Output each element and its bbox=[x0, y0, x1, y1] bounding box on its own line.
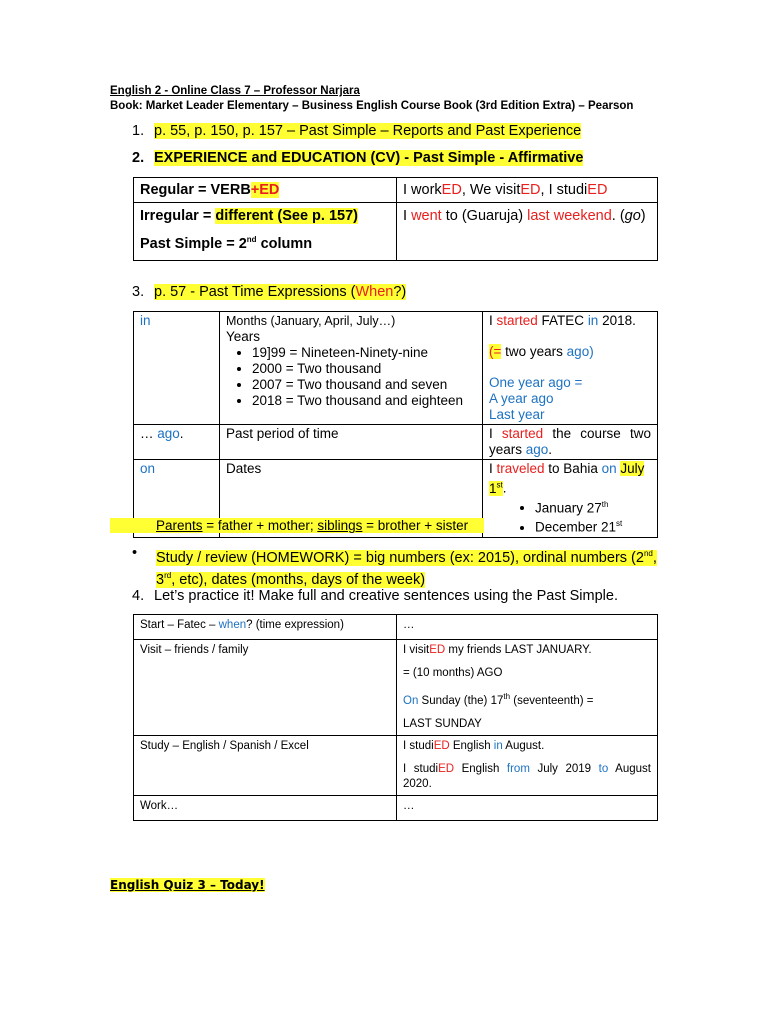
text: … bbox=[140, 426, 158, 441]
text: ?) bbox=[393, 284, 407, 300]
text: July 1 bbox=[489, 461, 645, 496]
text: On bbox=[403, 694, 419, 707]
text: when bbox=[218, 619, 247, 631]
text: nd bbox=[246, 235, 257, 244]
text: ED bbox=[441, 182, 462, 198]
regular-cell bbox=[134, 178, 397, 203]
text: two years bbox=[501, 344, 567, 359]
table-row bbox=[134, 735, 658, 795]
item-3 bbox=[132, 284, 406, 300]
item-4 bbox=[132, 588, 618, 604]
text: (seventeenth) = bbox=[510, 694, 594, 707]
text: last weekend bbox=[527, 208, 612, 224]
item-3-text bbox=[154, 284, 406, 300]
text: . ( bbox=[611, 208, 625, 224]
text: th bbox=[503, 692, 511, 701]
on-description: Dates bbox=[220, 460, 483, 538]
table-row bbox=[134, 615, 658, 640]
text: English Quiz 3 – Today! bbox=[110, 878, 265, 892]
keyword-on: on bbox=[134, 460, 220, 538]
text: Months (January, April, July…) bbox=[226, 314, 396, 328]
text: the course two years bbox=[489, 426, 651, 457]
list-item: • 19]99 = Nineteen-Ninety-nine bbox=[252, 345, 476, 361]
text: Sunday (the) 17 bbox=[418, 694, 504, 707]
list-item bbox=[535, 497, 651, 517]
text: I bbox=[489, 426, 502, 441]
text: rd bbox=[164, 570, 172, 580]
bullet-dot: • bbox=[132, 545, 138, 561]
text: , We visit bbox=[461, 182, 521, 198]
table-row bbox=[134, 795, 658, 820]
text: nd bbox=[643, 549, 653, 558]
text: I bbox=[489, 461, 497, 476]
table-row bbox=[134, 425, 658, 460]
practice-table bbox=[133, 614, 658, 821]
practice-answer bbox=[397, 640, 658, 736]
quiz-announcement bbox=[110, 878, 265, 892]
table-row bbox=[134, 203, 658, 261]
years-list bbox=[226, 345, 476, 409]
parents-siblings-note bbox=[110, 518, 484, 533]
practice-prompt: Visit – friends / family bbox=[134, 640, 397, 736]
text: I bbox=[489, 313, 497, 328]
list-item: • 2007 = Two thousand and seven bbox=[252, 377, 476, 393]
practice-prompt: Work… bbox=[134, 795, 397, 820]
text: to Bahia bbox=[544, 461, 602, 476]
text: . bbox=[548, 442, 553, 457]
practice-answer bbox=[397, 735, 658, 795]
keyword-ago bbox=[134, 425, 220, 460]
text: 2018. bbox=[598, 313, 636, 328]
text: ? (time expression) bbox=[246, 619, 344, 631]
practice-answer: … bbox=[397, 795, 658, 820]
text: Study / review (HOMEWORK) = big numbers (ex: 2015), ordinal numbers (2 bbox=[156, 549, 644, 566]
text: I bbox=[403, 208, 412, 224]
verb-forms-table bbox=[133, 177, 658, 261]
text: I studi bbox=[403, 762, 439, 775]
item-2-text: EXPERIENCE and EDUCATION (CV) - bbox=[154, 150, 414, 166]
item-1 bbox=[132, 123, 581, 139]
book-reference: Book: Market Leader Elementary – Business English Course Book (3rd Edition Extra) – Pearson bbox=[110, 100, 634, 112]
text: ago bbox=[157, 426, 180, 441]
text: ED bbox=[433, 739, 450, 752]
practice-prompt bbox=[134, 615, 397, 640]
text: siblings bbox=[317, 518, 363, 533]
list-item bbox=[535, 516, 651, 536]
text: English bbox=[449, 739, 494, 752]
text: . bbox=[179, 426, 184, 441]
text: July 2019 bbox=[529, 762, 599, 775]
item-4-number: 4. bbox=[132, 588, 145, 604]
text: December 21 bbox=[535, 519, 617, 535]
text: Past Simple = 2 bbox=[140, 235, 247, 252]
regular-plus-ed: +ED bbox=[250, 182, 280, 198]
text: p. 57 - Past Time Expressions ( bbox=[154, 284, 356, 300]
item-1-number: 1. bbox=[132, 123, 145, 139]
table-row bbox=[134, 640, 658, 736]
text: Last year bbox=[489, 407, 545, 422]
text: to bbox=[598, 762, 609, 775]
practice-prompt: Study – English / Spanish / Excel bbox=[134, 735, 397, 795]
text: . bbox=[502, 480, 507, 496]
text: LAST SUNDAY bbox=[403, 717, 482, 730]
irregular-label: Irregular = bbox=[140, 208, 216, 224]
item-1-topic: Past Simple – Reports and Past Experience bbox=[299, 123, 582, 139]
text: Parents bbox=[156, 518, 203, 533]
text: = father + mother; bbox=[202, 518, 318, 533]
item-1-pages: p. 55, p. 150, p. 157 bbox=[154, 123, 283, 139]
text: ) bbox=[640, 208, 646, 224]
text: ED bbox=[587, 182, 608, 198]
text: go bbox=[624, 208, 641, 224]
keyword-in: in bbox=[134, 312, 220, 425]
item-2-number: 2. bbox=[132, 150, 145, 166]
text: , 3 bbox=[156, 549, 657, 588]
text: ago bbox=[525, 442, 549, 457]
text: = brother + sister bbox=[362, 518, 469, 533]
text: ago bbox=[566, 344, 590, 359]
item-1-dash: – bbox=[283, 123, 300, 139]
text: English bbox=[454, 762, 507, 775]
time-expressions-table bbox=[133, 311, 658, 538]
table-row bbox=[134, 178, 658, 203]
item-3-number: 3. bbox=[132, 284, 145, 300]
text: to (Guaruja) bbox=[441, 208, 528, 224]
irregular-cell bbox=[134, 203, 397, 261]
item-2 bbox=[132, 150, 583, 166]
text: I work bbox=[403, 182, 442, 198]
text: , etc), dates (months, days of the week) bbox=[171, 571, 426, 588]
text: started bbox=[501, 426, 544, 441]
text: column bbox=[256, 235, 313, 252]
in-description bbox=[220, 312, 483, 425]
text: August 2020. bbox=[403, 762, 651, 790]
ago-example bbox=[483, 425, 658, 460]
text: ED bbox=[429, 644, 446, 656]
regular-example-cell bbox=[397, 178, 658, 203]
text: went bbox=[411, 208, 442, 224]
text: ED bbox=[520, 182, 541, 198]
text: ED bbox=[438, 762, 455, 775]
text: st bbox=[496, 480, 503, 489]
text: st bbox=[616, 519, 623, 528]
table-row bbox=[134, 312, 658, 425]
text: ) bbox=[589, 344, 594, 359]
practice-answer: … bbox=[397, 615, 658, 640]
text: on bbox=[601, 461, 617, 476]
text: FATEC bbox=[537, 313, 588, 328]
text: in bbox=[587, 313, 599, 328]
text: Start – Fatec – bbox=[140, 619, 219, 631]
item-4-text: Let’s practice it! Make full and creative sentences using the Past Simple. bbox=[154, 588, 618, 604]
text: I visit bbox=[403, 644, 430, 656]
list-item: • 2018 = Two thousand and eighteen bbox=[252, 393, 476, 409]
text: , I studi bbox=[540, 182, 588, 198]
text: my friends LAST JANUARY. bbox=[445, 644, 592, 656]
text: A year ago bbox=[489, 391, 554, 406]
in-example bbox=[483, 312, 658, 425]
item-2-topic: Past Simple - Affirmative bbox=[413, 150, 584, 166]
text: I studi bbox=[403, 739, 434, 752]
text: traveled bbox=[496, 461, 545, 476]
dates-list bbox=[489, 497, 651, 536]
list-item: • 2000 = Two thousand bbox=[252, 361, 476, 377]
on-example bbox=[483, 460, 658, 538]
text: th bbox=[601, 499, 609, 509]
ago-description: Past period of time bbox=[220, 425, 483, 460]
text: January 27 bbox=[535, 500, 602, 515]
text: started bbox=[496, 313, 538, 328]
text: = (10 months) AGO bbox=[403, 667, 503, 679]
text: When bbox=[355, 284, 394, 300]
text: in bbox=[493, 739, 503, 752]
irregular-example-cell bbox=[397, 203, 658, 261]
text: August. bbox=[502, 739, 545, 752]
text: from bbox=[506, 762, 530, 775]
irregular-highlight: different (See p. 157) bbox=[215, 208, 358, 224]
text: (= bbox=[489, 344, 502, 359]
regular-label: Regular = VERB bbox=[140, 182, 251, 198]
text: Years bbox=[226, 329, 261, 344]
text: One year ago = bbox=[489, 375, 583, 390]
course-title: English 2 - Online Class 7 – Professor Narjara bbox=[110, 85, 360, 97]
study-note bbox=[132, 545, 662, 589]
